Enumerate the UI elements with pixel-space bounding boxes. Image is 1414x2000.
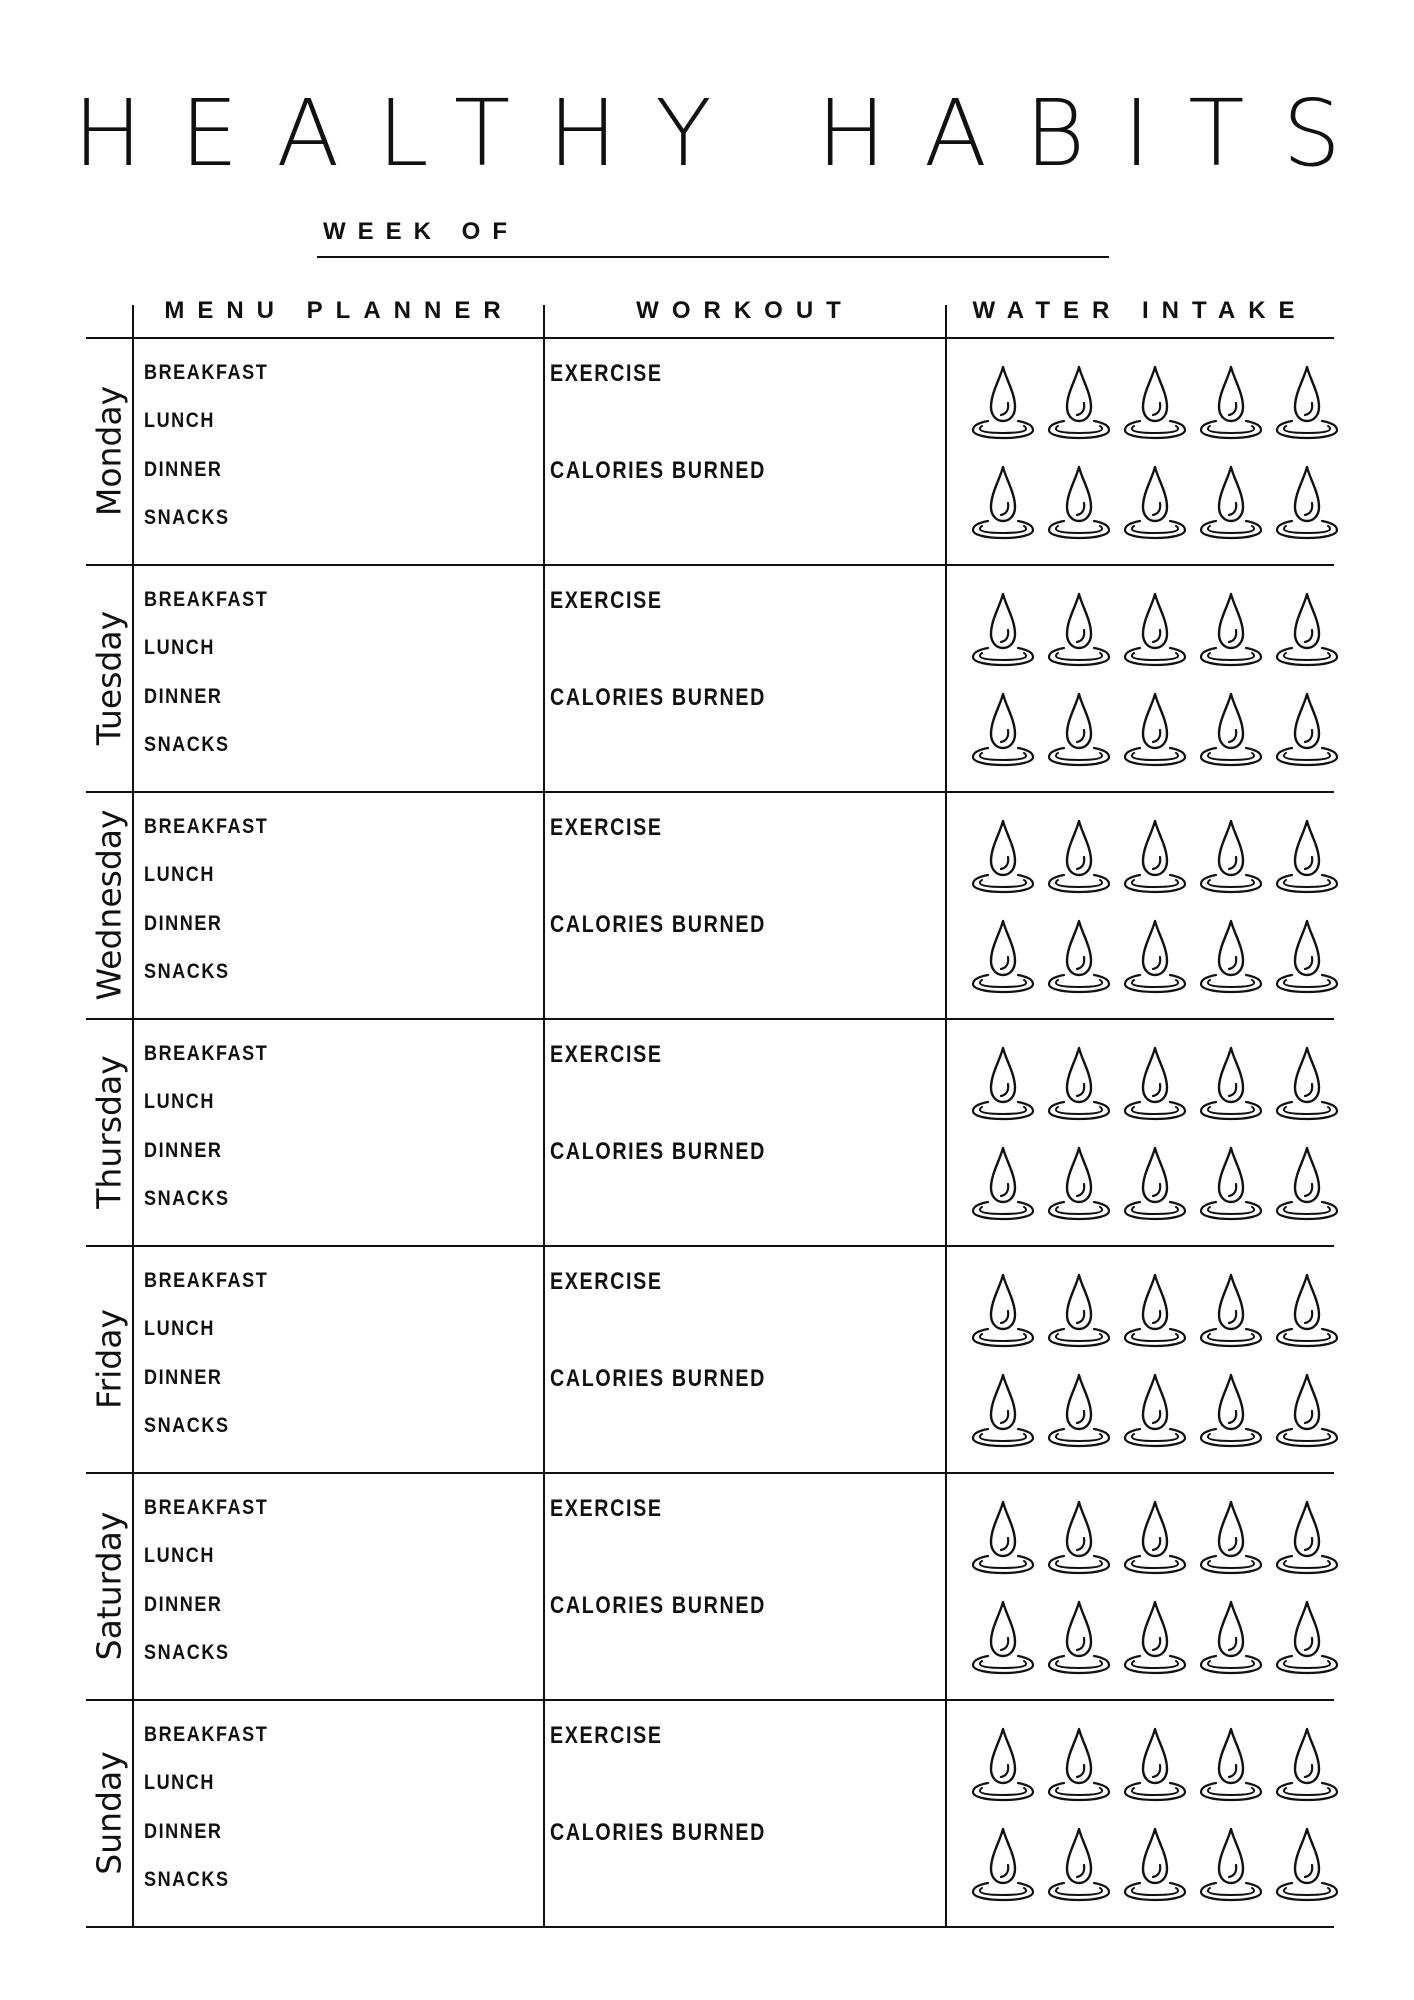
water-drop-icon[interactable] xyxy=(970,690,1036,770)
water-drop-icon[interactable] xyxy=(1046,463,1112,543)
water-drop-icon[interactable] xyxy=(970,1498,1036,1578)
water-drop-icon[interactable] xyxy=(1122,1044,1188,1124)
water-drop-icon[interactable] xyxy=(970,590,1036,670)
water-drop-icon[interactable] xyxy=(970,917,1036,997)
water-drop-icon[interactable] xyxy=(1274,363,1340,443)
water-drop-icon[interactable] xyxy=(970,817,1036,897)
meal-label-breakfast[interactable]: BREAKFAST xyxy=(144,588,269,611)
water-drop-icon[interactable] xyxy=(1122,1725,1188,1805)
day-label: Thursday xyxy=(89,1054,129,1209)
meal-label-snacks[interactable]: SNACKS xyxy=(144,1187,230,1210)
water-drop-icon[interactable] xyxy=(1274,1498,1340,1578)
water-intake-tracker xyxy=(970,1271,1350,1451)
water-drop-icon[interactable] xyxy=(1198,1371,1264,1451)
water-drop-icon[interactable] xyxy=(1122,1598,1188,1678)
water-drop-icon[interactable] xyxy=(1198,917,1264,997)
water-drop-icon[interactable] xyxy=(1198,690,1264,770)
meal-label-dinner[interactable]: DINNER xyxy=(144,1593,223,1616)
meal-label-lunch[interactable]: LUNCH xyxy=(144,1317,215,1340)
day-label-container xyxy=(86,791,132,1018)
water-drop-icon[interactable] xyxy=(1274,690,1340,770)
meal-label-lunch[interactable]: LUNCH xyxy=(144,1544,215,1567)
water-drop-icon[interactable] xyxy=(1198,1044,1264,1124)
water-drop-icon[interactable] xyxy=(1198,1598,1264,1678)
meal-label-dinner[interactable]: DINNER xyxy=(144,458,223,481)
exercise-label[interactable]: EXERCISE xyxy=(550,1495,663,1522)
water-intake-header: WATER INTAKE xyxy=(972,297,1308,324)
exercise-label[interactable]: EXERCISE xyxy=(550,587,663,614)
water-drop-icon[interactable] xyxy=(1274,1144,1340,1224)
workout-header: WORKOUT xyxy=(636,297,854,324)
day-label-container xyxy=(86,337,132,564)
calories-burned-label[interactable]: CALORIES BURNED xyxy=(550,457,766,484)
meal-label-dinner[interactable]: DINNER xyxy=(144,912,223,935)
meal-label-snacks[interactable]: SNACKS xyxy=(144,1868,230,1891)
day-label: Sunday xyxy=(89,1750,129,1875)
meal-label-dinner[interactable]: DINNER xyxy=(144,1139,223,1162)
meal-label-breakfast[interactable]: BREAKFAST xyxy=(144,1269,269,1292)
water-drop-icon[interactable] xyxy=(970,1271,1036,1351)
meal-label-snacks[interactable]: SNACKS xyxy=(144,506,230,529)
calories-burned-label[interactable]: CALORIES BURNED xyxy=(550,1138,766,1165)
water-intake-tracker xyxy=(970,1725,1350,1905)
water-drop-icon[interactable] xyxy=(1122,463,1188,543)
meal-label-breakfast[interactable]: BREAKFAST xyxy=(144,815,269,838)
day-row-friday xyxy=(86,1245,1334,1472)
water-drop-icon[interactable] xyxy=(1274,817,1340,897)
water-drop-icon[interactable] xyxy=(970,1144,1036,1224)
day-row-sunday xyxy=(86,1699,1334,1926)
water-drop-icon[interactable] xyxy=(970,1825,1036,1905)
water-drop-icon[interactable] xyxy=(1046,1825,1112,1905)
water-drop-icon[interactable] xyxy=(970,363,1036,443)
water-drop-icon[interactable] xyxy=(1046,590,1112,670)
meal-label-lunch[interactable]: LUNCH xyxy=(144,1090,215,1113)
water-drop-icon[interactable] xyxy=(1046,1725,1112,1805)
grid-line xyxy=(86,1926,1334,1928)
meal-label-breakfast[interactable]: BREAKFAST xyxy=(144,1042,269,1065)
water-drop-icon[interactable] xyxy=(1198,817,1264,897)
water-drop-icon[interactable] xyxy=(1198,1825,1264,1905)
water-drop-icon[interactable] xyxy=(970,463,1036,543)
day-label: Monday xyxy=(89,385,129,516)
calories-burned-label[interactable]: CALORIES BURNED xyxy=(550,1592,766,1619)
water-drop-icon[interactable] xyxy=(1198,1271,1264,1351)
water-intake-tracker xyxy=(970,817,1350,997)
water-drop-icon[interactable] xyxy=(1274,463,1340,543)
day-label-container xyxy=(86,1018,132,1245)
water-drop-icon[interactable] xyxy=(1274,1271,1340,1351)
water-drop-icon[interactable] xyxy=(1046,1371,1112,1451)
day-label: Saturday xyxy=(89,1511,129,1660)
water-intake-tracker xyxy=(970,363,1350,543)
day-row-thursday xyxy=(86,1018,1334,1245)
water-drop-icon[interactable] xyxy=(1122,590,1188,670)
water-drop-icon[interactable] xyxy=(1198,1144,1264,1224)
water-drop-icon[interactable] xyxy=(1046,1044,1112,1124)
water-drop-icon[interactable] xyxy=(1046,817,1112,897)
meal-label-dinner[interactable]: DINNER xyxy=(144,1820,223,1843)
water-drop-icon[interactable] xyxy=(1274,1044,1340,1124)
water-drop-icon[interactable] xyxy=(1122,1144,1188,1224)
water-drop-icon[interactable] xyxy=(1046,1271,1112,1351)
meal-label-lunch[interactable]: LUNCH xyxy=(144,1771,215,1794)
meal-label-snacks[interactable]: SNACKS xyxy=(144,733,230,756)
calories-burned-label[interactable]: CALORIES BURNED xyxy=(550,684,766,711)
water-drop-icon[interactable] xyxy=(1122,1825,1188,1905)
meal-label-snacks[interactable]: SNACKS xyxy=(144,960,230,983)
water-drop-icon[interactable] xyxy=(1122,1498,1188,1578)
meal-label-snacks[interactable]: SNACKS xyxy=(144,1641,230,1664)
water-intake-tracker xyxy=(970,590,1350,770)
water-drop-icon[interactable] xyxy=(1046,690,1112,770)
water-drop-icon[interactable] xyxy=(1198,1498,1264,1578)
water-drop-icon[interactable] xyxy=(1046,363,1112,443)
water-drop-icon[interactable] xyxy=(1274,917,1340,997)
week-of-label: WEEK OF xyxy=(323,218,519,245)
meal-label-breakfast[interactable]: BREAKFAST xyxy=(144,361,269,384)
day-row-saturday xyxy=(86,1472,1334,1699)
meal-label-lunch[interactable]: LUNCH xyxy=(144,863,215,886)
day-row-tuesday xyxy=(86,564,1334,791)
water-drop-icon[interactable] xyxy=(1274,590,1340,670)
water-drop-icon[interactable] xyxy=(1198,363,1264,443)
meal-label-breakfast[interactable]: BREAKFAST xyxy=(144,1496,269,1519)
water-intake-tracker xyxy=(970,1498,1350,1678)
water-drop-icon[interactable] xyxy=(1122,817,1188,897)
water-drop-icon[interactable] xyxy=(1274,1725,1340,1805)
water-drop-icon[interactable] xyxy=(1122,363,1188,443)
water-drop-icon[interactable] xyxy=(970,1371,1036,1451)
water-drop-icon[interactable] xyxy=(1274,1825,1340,1905)
water-drop-icon[interactable] xyxy=(1198,590,1264,670)
exercise-label[interactable]: EXERCISE xyxy=(550,360,663,387)
exercise-label[interactable]: EXERCISE xyxy=(550,1722,663,1749)
calories-burned-label[interactable]: CALORIES BURNED xyxy=(550,911,766,938)
water-drop-icon[interactable] xyxy=(1046,1598,1112,1678)
water-drop-icon[interactable] xyxy=(970,1598,1036,1678)
meal-label-dinner[interactable]: DINNER xyxy=(144,685,223,708)
day-label: Wednesday xyxy=(89,808,129,1001)
water-drop-icon[interactable] xyxy=(1122,1371,1188,1451)
water-drop-icon[interactable] xyxy=(1274,1598,1340,1678)
week-of-field[interactable] xyxy=(317,216,1109,258)
exercise-label[interactable]: EXERCISE xyxy=(550,1268,663,1295)
water-drop-icon[interactable] xyxy=(1046,1498,1112,1578)
day-label-container xyxy=(86,1472,132,1699)
meal-label-lunch[interactable]: LUNCH xyxy=(144,409,215,432)
meal-label-breakfast[interactable]: BREAKFAST xyxy=(144,1723,269,1746)
day-row-monday xyxy=(86,337,1334,564)
day-row-wednesday xyxy=(86,791,1334,1018)
water-drop-icon[interactable] xyxy=(1274,1371,1340,1451)
water-drop-icon[interactable] xyxy=(1122,1271,1188,1351)
water-drop-icon[interactable] xyxy=(970,1044,1036,1124)
calories-burned-label[interactable]: CALORIES BURNED xyxy=(550,1365,766,1392)
page-title: HEALTHY HABITS xyxy=(73,80,1379,187)
water-drop-icon[interactable] xyxy=(1046,917,1112,997)
menu-planner-header: MENU PLANNER xyxy=(164,297,514,324)
water-drop-icon[interactable] xyxy=(1046,1144,1112,1224)
water-drop-icon[interactable] xyxy=(1198,1725,1264,1805)
day-label-container xyxy=(86,1245,132,1472)
exercise-label[interactable]: EXERCISE xyxy=(550,1041,663,1068)
day-label: Friday xyxy=(89,1308,129,1409)
water-intake-tracker xyxy=(970,1044,1350,1224)
calories-burned-label[interactable]: CALORIES BURNED xyxy=(550,1819,766,1846)
meal-label-snacks[interactable]: SNACKS xyxy=(144,1414,230,1437)
meal-label-dinner[interactable]: DINNER xyxy=(144,1366,223,1389)
water-drop-icon[interactable] xyxy=(1122,917,1188,997)
day-label-container xyxy=(86,564,132,791)
meal-label-lunch[interactable]: LUNCH xyxy=(144,636,215,659)
day-label-container xyxy=(86,1699,132,1926)
exercise-label[interactable]: EXERCISE xyxy=(550,814,663,841)
day-label: Tuesday xyxy=(89,610,129,745)
water-drop-icon[interactable] xyxy=(970,1725,1036,1805)
water-drop-icon[interactable] xyxy=(1198,463,1264,543)
water-drop-icon[interactable] xyxy=(1122,690,1188,770)
